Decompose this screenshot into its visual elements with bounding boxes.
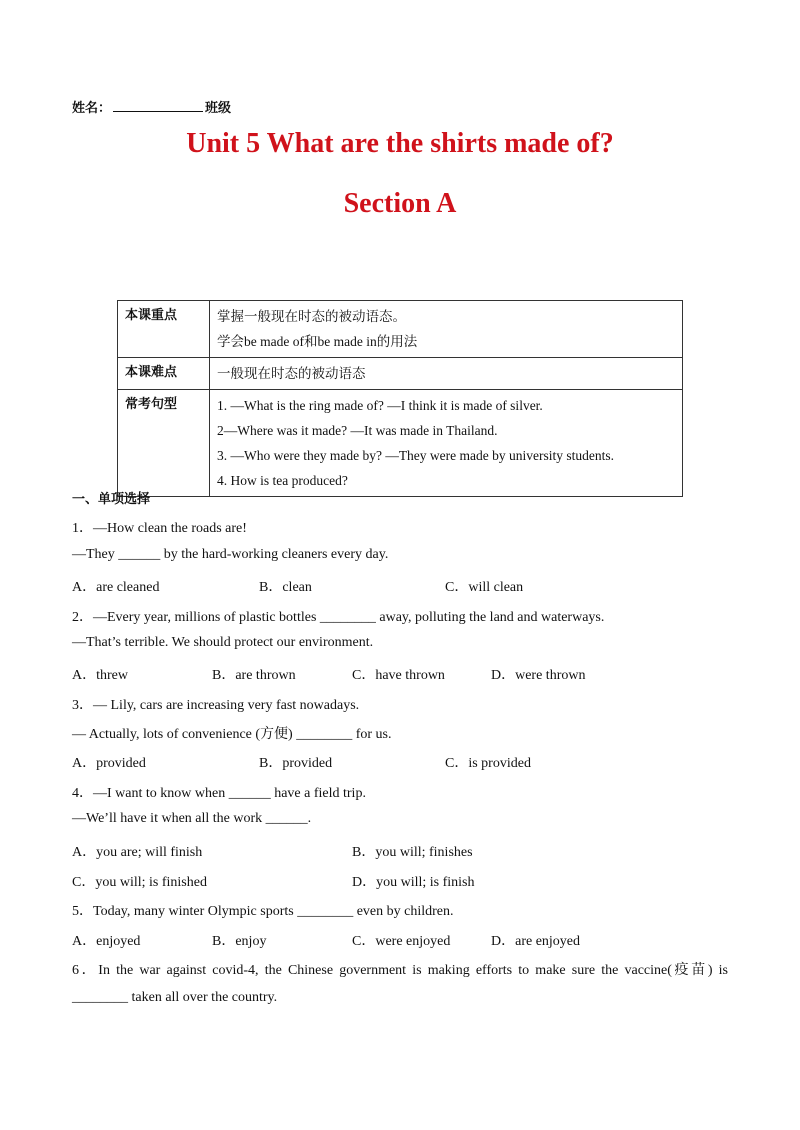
content-line: 1. —What is the ring made of? —I think it is made of silver.	[217, 398, 543, 413]
option-b: B．you will; finishes	[352, 845, 473, 860]
option-c: C．were enjoyed	[352, 934, 451, 949]
option-c: C．you will; is finished	[72, 875, 207, 890]
content-line: 掌握一般现在时态的被动语态。	[217, 309, 406, 324]
question-line: 6．In the war against covid-4, the Chinese government is making efforts to make sure the vaccine(疫苗) is	[72, 963, 728, 978]
name-blank	[113, 99, 203, 112]
question-line: 3．— Lily, cars are increasing very fast nowadays.	[72, 698, 360, 713]
question-line: 5．Today, many winter Olympic sports ________ even by children.	[72, 904, 454, 919]
option-d: D．were thrown	[491, 668, 586, 683]
row-content	[210, 301, 683, 358]
content-line: 一般现在时态的被动语态	[217, 366, 366, 381]
name-class-line	[72, 97, 231, 116]
option-b: B．provided	[259, 756, 333, 771]
option-b: B．enjoy	[212, 934, 267, 949]
row-label: 本课难点	[118, 358, 210, 390]
question-line: 4．—I want to know when ______ have a field trip.	[72, 786, 366, 801]
option-b: B．clean	[259, 580, 312, 595]
question-line: —We’ll have it when all the work ______.	[72, 811, 312, 826]
option-a: A．you are; will finish	[72, 845, 203, 860]
option-c: C．have thrown	[352, 668, 445, 683]
table-row	[118, 390, 683, 497]
question-line: 1．—How clean the roads are!	[72, 521, 247, 536]
unit-title: Unit 5 What are the shirts made of?	[186, 128, 614, 159]
question-line: —That’s terrible. We should protect our environment.	[72, 635, 374, 650]
content-line: 3. —Who were they made by? —They were made by university students.	[217, 448, 615, 463]
question-line: 2．—Every year, millions of plastic bottles ________ away, polluting the land and waterways.	[72, 610, 605, 625]
name-label: 姓名：	[72, 101, 112, 116]
option-c: C．is provided	[445, 756, 531, 771]
row-content	[210, 358, 683, 390]
content-line: 2—Where was it made? —It was made in Thailand.	[217, 423, 498, 438]
key-points-table	[117, 300, 683, 497]
content-line: 4. How is tea produced?	[217, 473, 348, 488]
content-line: 学会be made of和be made in的用法	[217, 334, 418, 349]
option-b: B．are thrown	[212, 668, 296, 683]
option-d: D．are enjoyed	[491, 934, 581, 949]
table-row	[118, 301, 683, 358]
section-title: Section A	[343, 188, 457, 219]
option-a: A．are cleaned	[72, 580, 160, 595]
row-content	[210, 390, 683, 497]
section-heading: 一、单项选择	[72, 492, 151, 507]
option-d: D．you will; is finish	[352, 875, 475, 890]
table-row	[118, 358, 683, 390]
row-label: 常考句型	[118, 390, 210, 497]
question-line: —They ______ by the hard-working cleaners every day.	[72, 547, 389, 562]
option-a: A．enjoyed	[72, 934, 141, 949]
option-c: C．will clean	[445, 580, 524, 595]
option-a: A．threw	[72, 668, 128, 683]
class-label: 班级	[205, 101, 232, 116]
question-line: — Actually, lots of convenience (方便) ________ for us.	[72, 727, 392, 742]
row-label: 本课重点	[118, 301, 210, 358]
option-a: A．provided	[72, 756, 146, 771]
question-line: ________ taken all over the country.	[72, 990, 278, 1005]
